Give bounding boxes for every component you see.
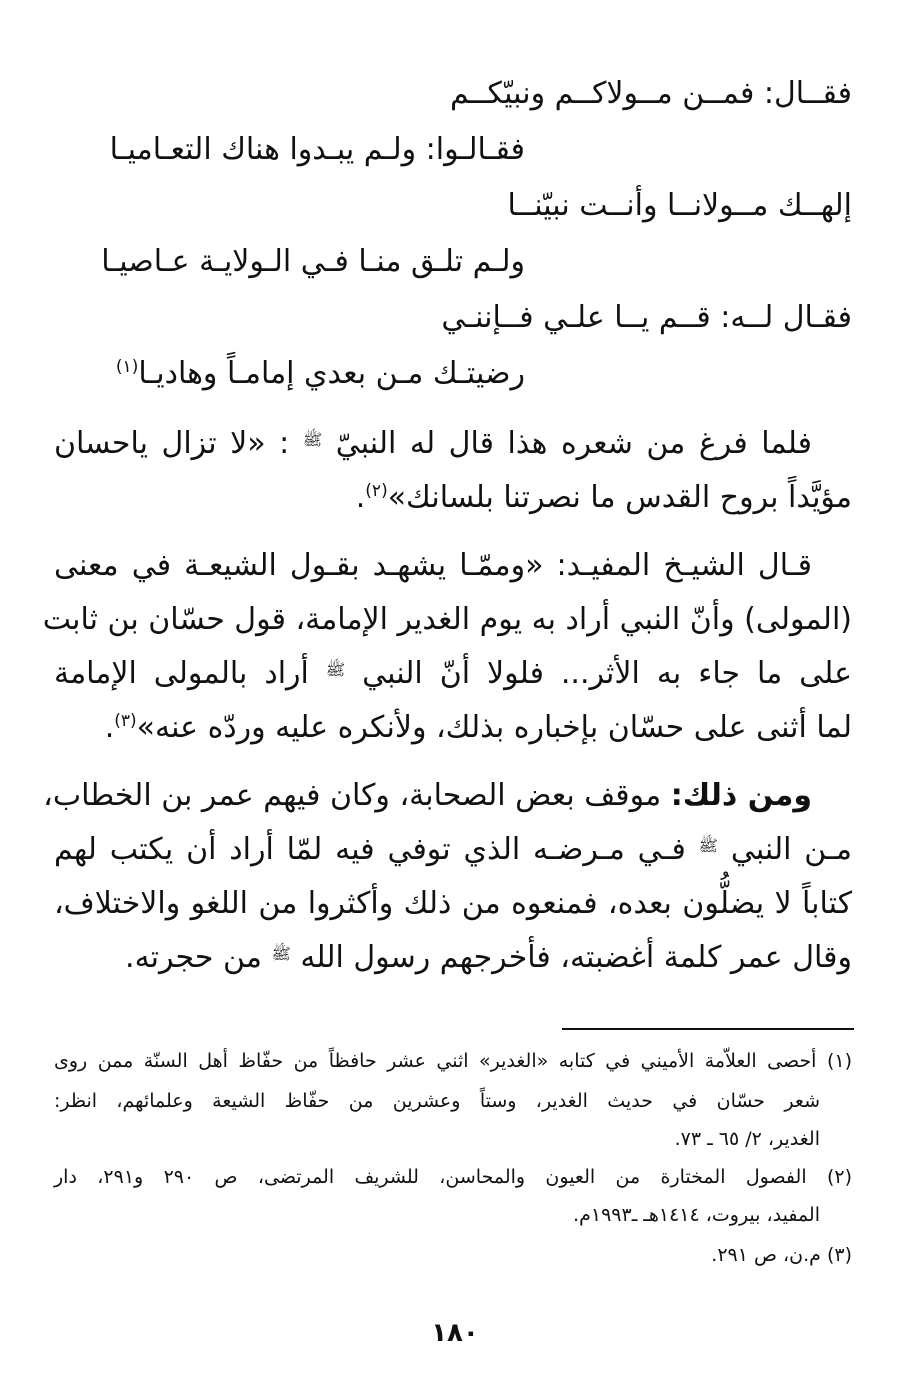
para1-line-2-end: . — [355, 480, 366, 515]
footnote-ref-2[interactable]: (٢) — [365, 481, 388, 501]
para3-line-4-a: وقال عمر كلمة أغضبته، فأخرجهم رسول الله — [300, 940, 852, 975]
footnote-separator — [562, 1028, 854, 1030]
footnote-2-line-1: (٢) الفصول المختارة من العيون والمحاسن، للشريف المرتضى، ص ٢٩٠ و٢٩١، دار — [54, 1166, 852, 1188]
para3-line-1 — [43, 776, 852, 816]
para3-line-2 — [54, 830, 852, 874]
poem-line-6 — [116, 354, 525, 394]
footnote-2-line-2: المفيد، بيروت، ١٤١٤هـ ـ١٩٩٣م. — [573, 1204, 820, 1226]
poem-line-5: فقـال لــه: قــم يــا علـي فــإننـي — [441, 300, 852, 335]
para2-line-2: (المولى) وأنّ النبي أراد به يوم الغدير الإمامة، قول حسّان بن ثابت — [42, 602, 852, 637]
pbuh-glyph: ﷺ — [271, 944, 291, 963]
para3-line-4-b: من حجرته. — [125, 940, 262, 975]
para1-line-1-a: فلما فرغ من شعره هذا قال له النبيّ — [335, 426, 812, 461]
poem-line-4: ولـم تلـق منـا فـي الـولايـة عـاصيـا — [101, 244, 525, 279]
page-number: ١٨٠ — [431, 1318, 479, 1348]
footnote-ref-1[interactable]: (١) — [115, 357, 139, 377]
footnote-3-line-1: (٣) م.ن، ص ٢٩١. — [711, 1244, 852, 1266]
para1-line-1 — [54, 424, 852, 468]
footnote-1-line-2: شعر حسّان في حديث الغدير، وستاً وعشرين من حفّاظ الشيعة وعلمائهم، انظر: — [54, 1090, 820, 1112]
poem-line-2: فقـالـوا: ولـم يبـدوا هناك التعـاميـا — [109, 132, 525, 167]
footnote-1-line-3: الغدير، ٢/ ٦٥ ـ ٧٣. — [674, 1128, 820, 1150]
para2-line-3-b: أراد بالمولى الإمامة — [54, 656, 309, 691]
para1-line-2 — [54, 478, 852, 518]
para3-line-3: كتاباً لا يضلُّون بعده، فمنعوه من ذلك وأكثروا من اللغو والاختلاف، — [54, 886, 852, 921]
para1-line-2-text: مؤيَّداً بروح القدس ما نصرتنا بلسانك» — [387, 480, 852, 515]
pbuh-glyph: ﷺ — [325, 660, 346, 679]
poem-line-1: فقــال: فمــن مــولاكــم ونبيّكــم — [450, 76, 852, 111]
para3-line-2-b: فـي مـرضـه الذي توفي فيه لمّا أراد أن يكتب لهم — [54, 832, 686, 867]
pbuh-glyph: ﷺ — [302, 430, 323, 449]
para3-line-1-rest: موقف بعض الصحابة، وكان فيهم عمر بن الخطاب، — [43, 778, 662, 813]
footnote-ref-3[interactable]: (٣) — [114, 711, 137, 731]
para2-line-3-a: على ما جاء به الأثر... فلولا أنّ النبي — [362, 656, 852, 691]
footnote-1-line-1: (١) أحصى العلاّمة الأميني في كتابه «الغدير» اثني عشر حافظاً من حفّاظ أهل السنّة ممن روى — [54, 1050, 852, 1072]
para2-line-4-text: لما أثنى على حسّان بإخباره بذلك، ولأنكره عليه وردّه عنه» — [136, 710, 852, 745]
pbuh-glyph: ﷺ — [698, 836, 718, 855]
para2-line-3 — [54, 654, 852, 698]
para1-line-1-b: : «لا تزال ياحسان — [54, 426, 290, 461]
poem-line-3: إلهــك مــولانــا وأنــت نبيّنــا — [507, 188, 852, 223]
para2-line-1: قـال الشيـخ المفيـد: «وممّـا يشهـد بقـول الشيعـة في معنى — [54, 548, 812, 583]
para2-line-4 — [54, 708, 852, 748]
poem-line-6-text: رضيتـك مـن بعدي إمامـاً وهاديـا — [138, 356, 525, 391]
para3-line-2-a: مـن النبي — [730, 832, 852, 867]
para2-line-4-end: . — [104, 710, 115, 745]
para3-line-4 — [54, 938, 852, 982]
para3-lead: ومن ذلك: — [670, 778, 812, 813]
